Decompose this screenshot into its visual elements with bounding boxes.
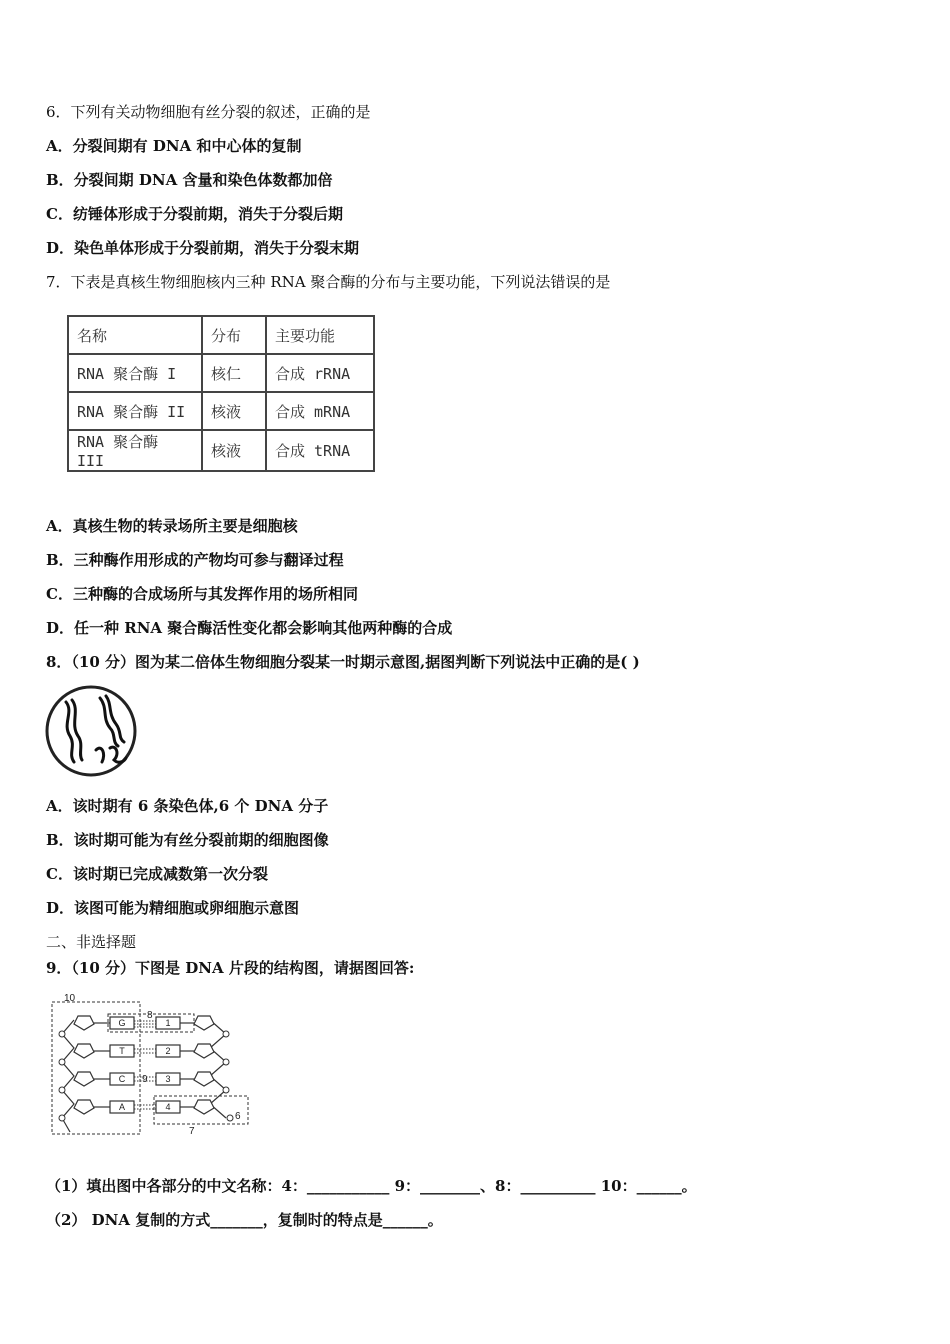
label-8: 8 (147, 1010, 153, 1021)
phosphate (59, 1059, 65, 1065)
phosphate (59, 1031, 65, 1037)
q7-stem: 7．下表是真核生物细胞核内三种 RNA 聚合酶的分布与主要功能，下列说法错误的是 (46, 273, 611, 291)
sugar (74, 1016, 94, 1030)
chromosome (96, 748, 104, 762)
table-cell: RNA 聚合酶 II (68, 392, 202, 430)
base-label: T (119, 1046, 125, 1056)
base-label: C (118, 1074, 126, 1084)
chromosome (72, 700, 82, 760)
sugar (194, 1044, 214, 1058)
table-cell: 核仁 (202, 354, 266, 392)
q8-stem: 8．（10 分）图为某二倍体生物细胞分裂某一时期示意图,据图判断下列说法中正确的是( ) (46, 653, 640, 671)
q6-option-d: D．染色单体形成于分裂前期，消失于分裂末期 (46, 239, 360, 257)
q8-option-a: A．该时期有 6 条染色体,6 个 DNA 分子 (46, 797, 329, 815)
table-row (68, 430, 374, 471)
table-cell: RNA 聚合酶 I (68, 354, 202, 392)
sugar (74, 1044, 94, 1058)
table-header-location: 分布 (202, 316, 266, 354)
chromosomes (66, 696, 126, 762)
sugar (74, 1100, 94, 1114)
table-cell: 合成 tRNA (266, 430, 374, 471)
base-label: 2 (165, 1046, 171, 1056)
phosphate (223, 1059, 229, 1065)
q9-sub2: （2） DNA 复制的方式_______，复制时的特点是______。 (46, 1211, 443, 1229)
sugar (194, 1016, 214, 1030)
base-label: G (118, 1018, 126, 1028)
label-10: 10 (64, 993, 76, 1004)
table-cell: 合成 mRNA (266, 392, 374, 430)
label-7: 7 (189, 1126, 195, 1137)
q7-option-d: D．任一种 RNA 聚合酶活性变化都会影响其他两种酶的合成 (46, 619, 453, 637)
table-cell: 核液 (202, 430, 266, 471)
q7-option-c: C．三种酶的合成场所与其发挥作用的场所相同 (46, 585, 358, 603)
base-label: A (118, 1102, 126, 1112)
table-header-row (68, 316, 374, 354)
base-label: 3 (165, 1074, 171, 1084)
q8-option-d: D．该图可能为精细胞或卵细胞示意图 (46, 899, 300, 917)
q7-option-b: B．三种酶作用形成的产物均可参与翻译过程 (46, 551, 344, 569)
q6-stem: 6．下列有关动物细胞有丝分裂的叙述，正确的是 (46, 103, 371, 121)
sugar (74, 1072, 94, 1086)
rna-polymerase-table (67, 315, 375, 472)
q8-option-c: C．该时期已完成减数第一次分裂 (46, 865, 268, 883)
sugar (194, 1100, 214, 1114)
sugar (194, 1072, 214, 1086)
table-row (68, 392, 374, 430)
base-label: 1 (165, 1018, 171, 1028)
label-9: 9 (142, 1074, 148, 1085)
base-label: 4 (165, 1102, 171, 1112)
q9-stem: 9．（10 分）下图是 DNA 片段的结构图，请据图回答: (46, 959, 415, 977)
q6-option-c: C．纺锤体形成于分裂前期，消失于分裂后期 (46, 205, 343, 223)
dna-structure-figure (44, 990, 254, 1140)
section-heading: 二、非选择题 (46, 933, 137, 951)
q6-option-a: A．分裂间期有 DNA 和中心体的复制 (46, 137, 302, 155)
cell-division-figure (44, 684, 140, 780)
label-6: 6 (235, 1111, 241, 1122)
phosphate (223, 1031, 229, 1037)
table-cell: RNA 聚合酶 III (68, 430, 202, 471)
q8-option-b: B．该时期可能为有丝分裂前期的细胞图像 (46, 831, 329, 849)
phosphate (59, 1087, 65, 1093)
table-cell: 核液 (202, 392, 266, 430)
q7-option-a: A．真核生物的转录场所主要是细胞核 (46, 517, 298, 535)
table-header-name: 名称 (68, 316, 202, 354)
chromosome (110, 747, 126, 762)
phosphate (59, 1115, 65, 1121)
chromosome (66, 702, 74, 762)
q9-sub1: （1）填出图中各部分的中文名称：4：___________ 9：________、8：__________ 10：______。 (46, 1177, 697, 1195)
phosphate (223, 1087, 229, 1093)
table-header-function: 主要功能 (266, 316, 374, 354)
q6-option-b: B．分裂间期 DNA 含量和染色体数都加倍 (46, 171, 333, 189)
table-cell: 合成 rRNA (266, 354, 374, 392)
table-row (68, 354, 374, 392)
phosphate (227, 1115, 233, 1121)
